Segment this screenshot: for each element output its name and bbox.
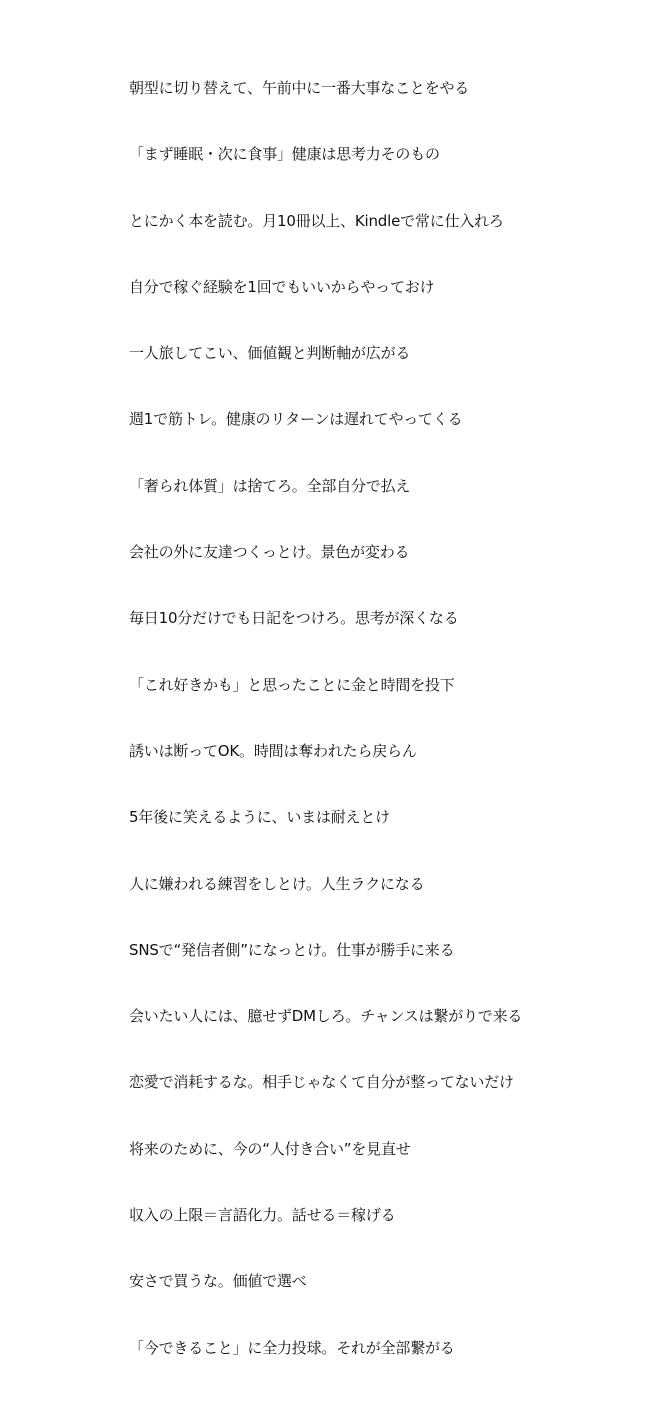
list-item: とにかく本を読む。月10冊以上、Kindleで常に仕入れろ (129, 211, 504, 230)
list-item: 安さで買うな。価値で選べ (129, 1272, 307, 1291)
list-item: 人に嫌われる練習をしとけ。人生ラクになる (129, 874, 425, 893)
list-item: 会いたい人には、臆せずDMしろ。チャンスは繋がりで来る (129, 1007, 523, 1026)
list-item: 「今できること」に全力投球。それが全部繋がる (129, 1338, 455, 1357)
list-item: 週1で筋トレ。健康のリターンは遅れてやってくる (129, 410, 463, 429)
list-item: 朝型に切り替えて、午前中に一番大事なことをやる (129, 79, 470, 97)
list-item: 将来のために、今の“人付き合い”を見直せ (129, 1139, 411, 1158)
list-item: 「これ好きかも」と思ったことに金と時間を投下 (129, 675, 455, 694)
list-item: 会社の外に友達つくっとけ。景色が変わる (129, 543, 410, 562)
list-item: 「奢られ体質」は捨てろ。全部自分で払え (129, 476, 411, 495)
list-item: 5年後に笑えるように、いまは耐えとけ (129, 808, 390, 827)
advice-list (129, 77, 629, 1403)
list-item: 自分で稼ぐ経験を1回でもいいからやっておけ (129, 277, 435, 296)
list-item: 「まず睡眠・次に食事」健康は思考力そのもの (129, 145, 440, 164)
list-item: SNSで“発信者側”になっとけ。仕事が勝手に来る (129, 940, 455, 959)
list-item: 毎日10分だけでも日記をつけろ。思考が深くなる (129, 609, 459, 628)
list-item: 収入の上限＝言語化力。話せる＝稼げる (129, 1206, 396, 1225)
list-item: 恋愛で消耗するな。相手じゃなくて自分が整ってないだけ (129, 1073, 514, 1092)
list-item: 誘いは断ってOK。時間は奪われたら戻らん (129, 741, 417, 760)
list-item: 一人旅してこい、価値観と判断軸が広がる (129, 344, 411, 363)
